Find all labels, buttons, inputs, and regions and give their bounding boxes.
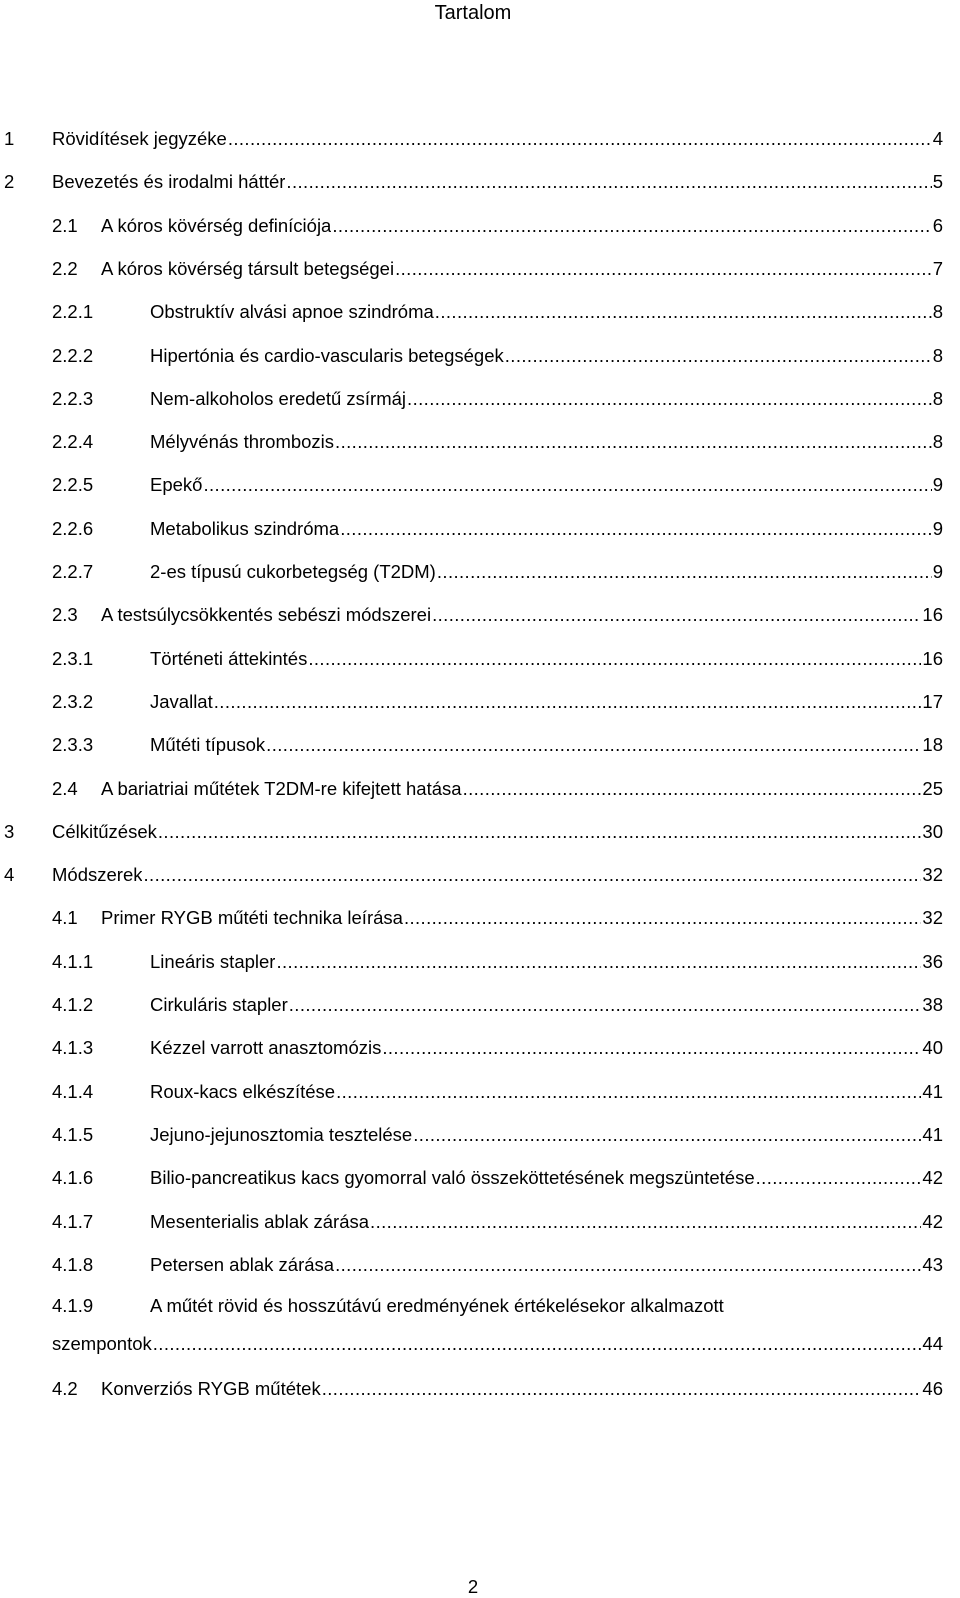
- toc-entry-title: Nem-alkoholos eredetű zsírmáj: [150, 387, 407, 409]
- toc-entry-page: 5: [932, 171, 943, 193]
- toc-entry-title: Lineáris stapler: [150, 950, 276, 972]
- toc-dot-leader: [413, 1124, 921, 1146]
- toc-entry[interactable]: [52, 1205, 943, 1233]
- toc-entry-page: 9: [932, 561, 943, 582]
- toc-dot-leader: [286, 171, 931, 193]
- toc-entry-title: 2-es típusú cukorbetegség (T2DM): [150, 561, 436, 582]
- toc-entry[interactable]: [52, 382, 943, 410]
- toc-entry-number: 4.1.3: [52, 1037, 94, 1059]
- toc-entry-number: 2.4: [52, 777, 78, 799]
- toc-entry-title: A műtét rövid és hosszútávú eredményének értékelésekor alkalmazott: [150, 1295, 724, 1317]
- toc-entry-page: 17: [922, 690, 943, 712]
- toc-entry[interactable]: [52, 555, 943, 583]
- toc-entry-page: 8: [932, 431, 943, 453]
- toc-entry[interactable]: [52, 772, 943, 800]
- toc-entry[interactable]: [52, 1161, 943, 1189]
- toc-entry[interactable]: [52, 1075, 943, 1103]
- toc-entry[interactable]: [4, 858, 943, 886]
- toc-dot-leader: [336, 1081, 921, 1103]
- toc-entry-number: 2.1: [52, 214, 78, 236]
- toc-dot-leader: [340, 518, 932, 540]
- toc-dot-leader: [437, 561, 932, 583]
- toc-entry[interactable]: [52, 339, 943, 367]
- toc-entry-title: Konverziós RYGB műtétek: [101, 1378, 321, 1400]
- toc-entry-page: 36: [922, 950, 943, 972]
- toc-entry-title: A kóros kövérség társult betegségei: [101, 257, 395, 279]
- toc-entry[interactable]: [52, 685, 943, 713]
- toc-entry-title: Módszerek: [52, 864, 143, 886]
- toc-entry[interactable]: [52, 1031, 943, 1059]
- page-number-footer: 2: [467, 1576, 479, 1597]
- toc-entry-page: 9: [932, 474, 943, 496]
- toc-entry-number: 2.2.7: [52, 561, 94, 582]
- toc-entry-title: Obstruktív alvási apnoe szindróma: [150, 301, 434, 323]
- toc-entry-page: 42: [922, 1167, 943, 1189]
- toc-dot-leader: [266, 734, 921, 756]
- toc-entry-page: 43: [922, 1253, 943, 1275]
- toc-entry-page: 42: [922, 1210, 943, 1232]
- toc-dot-leader: [335, 431, 932, 453]
- toc-entry-page: 46: [922, 1378, 943, 1400]
- toc-entry-number: 2: [4, 171, 15, 193]
- toc-dot-leader: [203, 474, 931, 496]
- toc-entry-title: Roux-kacs elkészítése: [150, 1080, 336, 1102]
- toc-entry-page: 8: [932, 344, 943, 366]
- toc-entry-page: 16: [922, 604, 943, 626]
- toc-dot-leader: [395, 258, 932, 280]
- toc-entry-title: A bariatriai műtétek T2DM-re kifejtett hatása: [101, 777, 462, 799]
- toc-entry-title: A kóros kövérség definíciója: [101, 214, 332, 236]
- toc-entry-title: Rövidítések jegyzéke: [52, 128, 227, 149]
- toc-entry-number: 4.2: [52, 1378, 78, 1400]
- toc-entry-title: Epekő: [150, 474, 203, 496]
- toc-dot-leader: [382, 1037, 921, 1059]
- toc-entry-number: 4.1.5: [52, 1123, 94, 1145]
- toc-entry-number: 1: [4, 128, 15, 149]
- toc-entry[interactable]: [52, 901, 943, 929]
- toc-entry-title: Petersen ablak zárása: [150, 1253, 335, 1275]
- toc-entry[interactable]: [4, 165, 943, 193]
- toc-entry[interactable]: [52, 945, 943, 973]
- toc-entry-title: Történeti áttekintés: [150, 647, 308, 669]
- toc-dot-leader: [308, 648, 921, 670]
- toc-entry[interactable]: [4, 122, 943, 150]
- toc-dot-leader: [370, 1211, 921, 1233]
- toc-entry-page: 16: [922, 647, 943, 669]
- toc-entry-page: 7: [932, 257, 943, 279]
- toc-entry-title: Cirkuláris stapler: [150, 994, 288, 1015]
- toc-entry[interactable]: [52, 295, 943, 323]
- toc-entry-number: 4.1: [52, 907, 78, 929]
- toc-entry[interactable]: [52, 988, 943, 1016]
- toc-entry-page: 40: [922, 1037, 943, 1059]
- toc-entry[interactable]: [52, 468, 943, 496]
- toc-dot-leader: [404, 907, 921, 929]
- toc-dot-leader: [289, 994, 922, 1016]
- toc-dot-leader: [153, 1333, 922, 1355]
- toc-entry-page: 38: [922, 994, 943, 1015]
- toc-entry[interactable]: [4, 815, 943, 843]
- toc-dot-leader: [276, 951, 921, 973]
- toc-dot-leader: [214, 691, 922, 713]
- toc-dot-leader: [143, 864, 921, 886]
- toc-dot-leader: [432, 604, 921, 626]
- toc-dot-leader: [332, 215, 931, 237]
- toc-entry-title: Javallat: [150, 690, 213, 712]
- toc-entry-number: 2.2: [52, 257, 78, 279]
- toc-entry[interactable]: [52, 1248, 943, 1276]
- toc-entry-number: 2.2.3: [52, 387, 94, 409]
- toc-entry[interactable]: [52, 252, 943, 280]
- toc-dot-leader: [335, 1254, 921, 1276]
- toc-entry-page: 4: [932, 128, 943, 149]
- toc-entry-page: 32: [922, 864, 943, 886]
- toc-entry[interactable]: [52, 642, 943, 670]
- toc-entry-title: Kézzel varrott anasztomózis: [150, 1037, 382, 1059]
- toc-entry-title: Metabolikus szindróma: [150, 517, 340, 539]
- toc-entry-page: 32: [922, 907, 943, 929]
- toc-entry-page: 30: [922, 820, 943, 842]
- toc-entry-number: 2.3.2: [52, 690, 94, 712]
- toc-entry-number: 2.2.6: [52, 517, 94, 539]
- toc-entry[interactable]: [52, 512, 943, 540]
- toc-entry-page: 41: [922, 1080, 943, 1102]
- toc-entry-title: A testsúlycsökkentés sebészi módszerei: [101, 604, 432, 626]
- toc-entry-number: 4: [4, 864, 15, 886]
- toc-entry-number: 4.1.7: [52, 1210, 94, 1232]
- toc-entry[interactable]: [52, 1118, 943, 1146]
- toc-entry-wrapped-line1[interactable]: [52, 1291, 943, 1317]
- toc-entry[interactable]: [52, 209, 943, 237]
- toc-entry-number: 4.1.1: [52, 950, 94, 972]
- toc-entry-title: Bilio-pancreatikus kacs gyomorral való összeköttetésének megszüntetése: [150, 1167, 755, 1189]
- toc-entry-page: 18: [922, 734, 943, 756]
- toc-entry-number: 2.3.3: [52, 734, 94, 756]
- toc-entry-number: 2.2.1: [52, 301, 94, 323]
- toc-dot-leader: [756, 1167, 922, 1189]
- toc-entry-number: 4.1.8: [52, 1253, 94, 1275]
- toc-dot-leader: [463, 778, 922, 800]
- toc-entry[interactable]: [52, 1372, 943, 1400]
- toc-entry-number: 4.1.6: [52, 1167, 94, 1189]
- toc-entry-page: 6: [932, 214, 943, 236]
- toc-entry-number: 2.2.2: [52, 344, 94, 366]
- toc-entry-page: 9: [932, 517, 943, 539]
- toc-entry-page: 25: [922, 777, 943, 799]
- toc-entry-page: 41: [922, 1123, 943, 1145]
- toc-entry-title: Bevezetés és irodalmi háttér: [52, 171, 286, 193]
- toc-entry-page: 8: [932, 387, 943, 409]
- toc-entry-title: Mélyvénás thrombozis: [150, 431, 335, 453]
- toc-dot-leader: [158, 821, 922, 843]
- toc-dot-leader: [435, 301, 932, 323]
- toc-entry-wrapped-line2[interactable]: [52, 1327, 943, 1355]
- toc-dot-leader: [228, 128, 932, 150]
- toc-dot-leader: [407, 388, 932, 410]
- toc-entry-title: Célkitűzések: [52, 820, 157, 842]
- toc-entry-title: Primer RYGB műtéti technika leírása: [101, 907, 403, 929]
- toc-entry-page: 8: [932, 301, 943, 323]
- toc-entry-title: Mesenterialis ablak zárása: [150, 1210, 370, 1232]
- page-title: Tartalom: [434, 2, 512, 24]
- toc-entry-title: Hipertónia és cardio-vascularis betegségek: [150, 344, 504, 366]
- toc-entry-number: 2.3: [52, 604, 78, 626]
- toc-entry-number: 3: [4, 820, 15, 842]
- toc-entry[interactable]: [52, 728, 943, 756]
- toc-entry[interactable]: [52, 598, 943, 626]
- toc-entry-title: Jejuno-jejunosztomia tesztelése: [150, 1123, 413, 1145]
- toc-entry[interactable]: [52, 425, 943, 453]
- toc-entry-number: 4.1.4: [52, 1080, 94, 1102]
- toc-entry-title: Műtéti típusok: [150, 734, 266, 756]
- toc-entry-page: 44: [922, 1333, 943, 1355]
- toc-dot-leader: [505, 345, 932, 367]
- toc-entry-number: 2.2.4: [52, 431, 94, 453]
- toc-dot-leader: [322, 1378, 922, 1400]
- toc-entry-number: 4.1.2: [52, 994, 94, 1015]
- toc-entry-number: 2.3.1: [52, 647, 94, 669]
- toc-entry-number: 2.2.5: [52, 474, 94, 496]
- toc-entry-title-continued: szempontok: [52, 1333, 152, 1355]
- toc-entry-number: 4.1.9: [52, 1295, 94, 1317]
